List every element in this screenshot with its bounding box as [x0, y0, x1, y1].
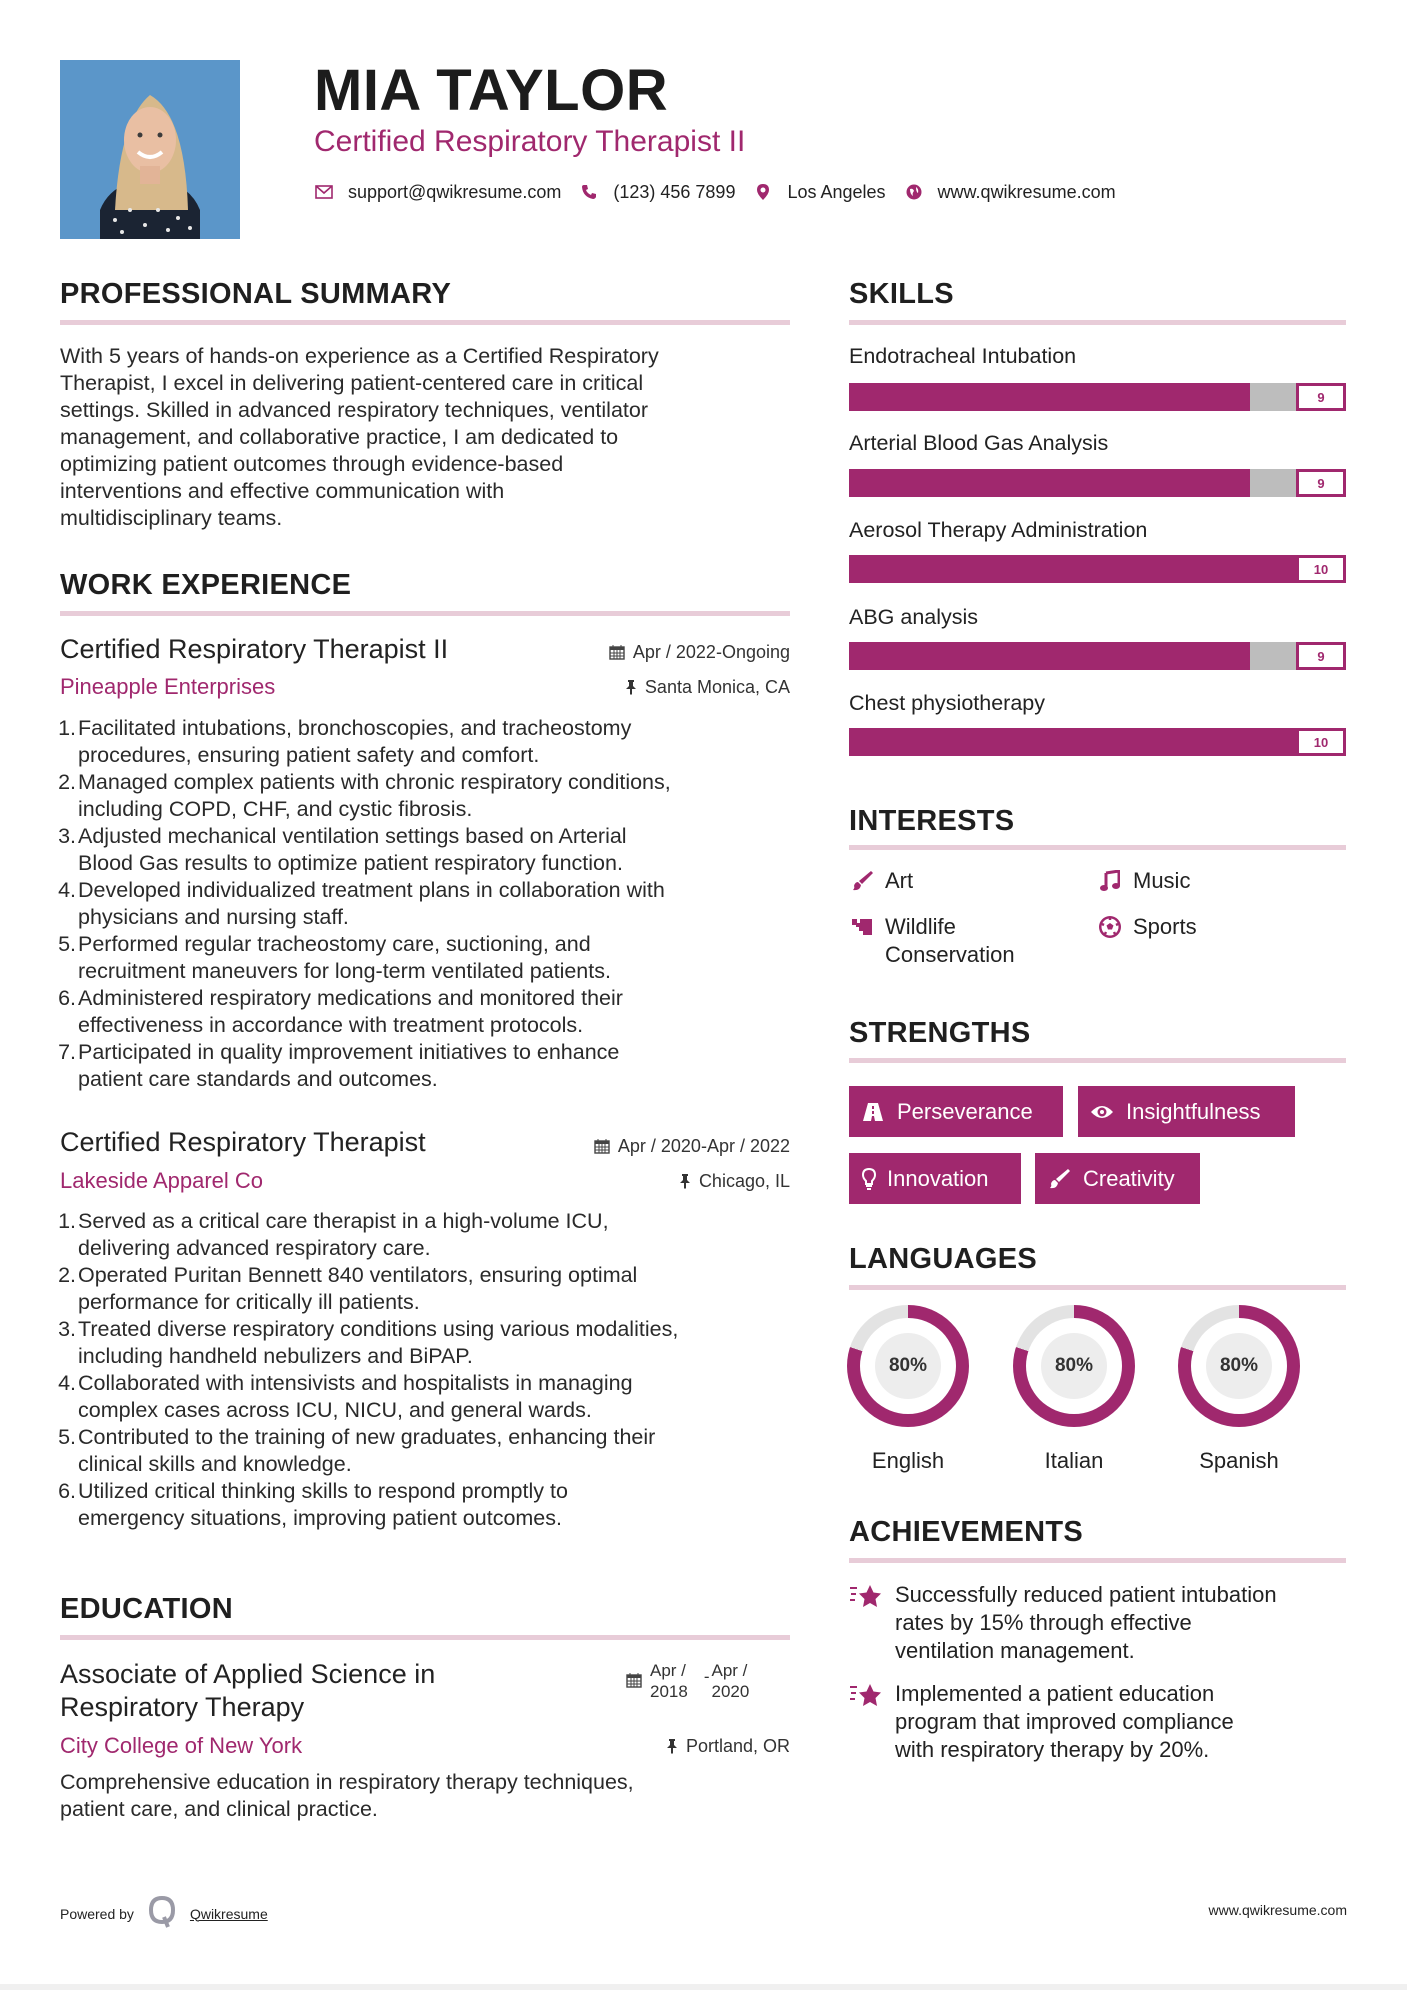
language-progress-ring [847, 1305, 969, 1427]
skill-label: ABG analysis [849, 605, 979, 629]
list-item: 5. Performed regular tracheostomy care, suctioning, and recruitment maneuvers for long-term ventilated patients. [58, 932, 611, 983]
calendar-icon [626, 1672, 642, 1688]
phone-icon [579, 182, 599, 202]
list-item: 3. Adjusted mechanical ventilation settings based on Arterial Blood Gas results to optimize patient respiratory function. [58, 824, 627, 875]
contact-phone[interactable] [579, 182, 735, 203]
list-item: 1. Facilitated intubations, bronchoscopies, and tracheostomy procedures, ensuring patient safety and comfort. [58, 716, 632, 767]
language-progress-ring [1013, 1305, 1135, 1427]
interest-item: Art [849, 867, 913, 895]
language-percent: 80% [1206, 1333, 1272, 1399]
job-responsibilities [60, 1208, 790, 1532]
education-location: Portland, OR [560, 1735, 790, 1757]
list-item: 3. Treated diverse respiratory conditions using various modalities, including handheld nebulizers and BiPAP. [58, 1317, 679, 1368]
skill-bar-fill [849, 383, 1250, 411]
language-label: Italian [1044, 1448, 1104, 1473]
skill-score: 10 [1296, 728, 1346, 756]
pushpin-icon [679, 1173, 691, 1189]
profile-photo [60, 60, 240, 239]
interest-item: Wildlife Conservation [849, 913, 1015, 969]
footer-powered-by: Powered by Qwikresume [60, 1895, 268, 1932]
job-location: Chicago, IL [560, 1170, 790, 1192]
road-icon [861, 1100, 885, 1124]
email-text: support@qwikresume.com [348, 181, 562, 202]
skill-bar [849, 383, 1346, 411]
skill-label: Chest physiotherapy [849, 691, 1045, 715]
job-title: Certified Respiratory Therapist [60, 1127, 426, 1157]
achievement-item: Implemented a patient education program that improved compliance with respiratory therapy by 20%. [849, 1680, 1346, 1764]
skill-label: Arterial Blood Gas Analysis [849, 431, 1109, 455]
list-item: 5. Contributed to the training of new graduates, enhancing their clinical skills and knowledge. [58, 1425, 656, 1476]
skill-bar-fill [849, 728, 1296, 756]
skill-bar-remainder [1250, 642, 1296, 670]
candidate-title: Certified Respiratory Therapist II [314, 125, 746, 158]
website-text: www.qwikresume.com [937, 181, 1116, 202]
portrait-image [60, 60, 240, 239]
language-label: Spanish [1199, 1448, 1279, 1473]
job-responsibilities [60, 715, 790, 1093]
soccer-ball-icon [1097, 914, 1123, 940]
list-item: 4. Developed individualized treatment plans in collaboration with physicians and nursing staff. [58, 878, 665, 929]
strengths-heading: STRENGTHS [849, 1017, 1031, 1049]
achievements-heading: ACHIEVEMENTS [849, 1516, 1084, 1548]
interest-item: Sports [1097, 913, 1197, 941]
contact-location [753, 182, 885, 203]
language-label: English [871, 1448, 945, 1473]
list-item: 2. Operated Puritan Bennett 840 ventilators, ensuring optimal performance for critically ill patients. [58, 1263, 638, 1314]
education-dates: Apr / 2018 - Apr / 2020 [626, 1660, 749, 1702]
company-name: Lakeside Apparel Co [60, 1168, 264, 1193]
education-end: Apr / 2020 [711, 1661, 750, 1701]
strength-chip: Creativity [1035, 1153, 1200, 1204]
strength-chip: Perseverance [849, 1086, 1063, 1137]
pushpin-icon [666, 1738, 678, 1754]
job-dates: Apr / 2020-Apr / 2022 [540, 1135, 790, 1157]
calendar-icon [609, 644, 625, 660]
skill-score: 9 [1296, 642, 1346, 670]
skill-bar [849, 728, 1346, 756]
language-progress-ring [1178, 1305, 1300, 1427]
strength-chip: Insightfulness [1078, 1086, 1295, 1137]
summary-text: With 5 years of hands-on experience as a Certified Respiratory Therapist, I excel in delivering patient-centered care in critical settings. Skilled in advanced respiratory techniques, ventilator management, and collaborative practice, I am dedicated to optimizing patient outcomes through evidence-based interventions and effective communication with multidisciplinary teams. [60, 344, 659, 530]
list-item: 7. Participated in quality improvement initiatives to enhance patient care standards and outcomes. [58, 1040, 620, 1091]
list-item: 6. Administered respiratory medications and monitored their effectiveness in accordance with treatment protocols. [58, 986, 623, 1037]
paintbrush-icon [1047, 1167, 1071, 1191]
skill-bar-remainder [1250, 383, 1296, 411]
language-item [847, 1305, 969, 1475]
skill-label: Endotracheal Intubation [849, 344, 1077, 368]
languages-divider [849, 1285, 1346, 1290]
footer-website-link[interactable]: www.qwikresume.com [1208, 1902, 1347, 1918]
skill-bar-fill [849, 555, 1296, 583]
summary-heading: PROFESSIONAL SUMMARY [60, 278, 452, 310]
education-divider [60, 1635, 790, 1640]
summary-divider [60, 320, 790, 325]
skill-bar [849, 642, 1346, 670]
candidate-name: MIA TAYLOR [314, 58, 669, 123]
experience-heading: WORK EXPERIENCE [60, 569, 352, 601]
interests-divider [849, 845, 1346, 850]
languages-heading: LANGUAGES [849, 1243, 1037, 1275]
skill-bar-fill [849, 642, 1250, 670]
company-name: Pineapple Enterprises [60, 674, 276, 699]
language-percent: 80% [1041, 1333, 1107, 1399]
skills-heading: SKILLS [849, 278, 954, 310]
skill-bar [849, 555, 1346, 583]
list-item: 1. Served as a critical care therapist in a high-volume ICU, delivering advanced respiratory care. [58, 1209, 609, 1260]
paintbrush-icon [849, 868, 875, 894]
skill-score: 9 [1296, 469, 1346, 497]
language-item [1178, 1305, 1300, 1475]
job-title: Certified Respiratory Therapist II [60, 634, 449, 664]
language-item [1013, 1305, 1135, 1475]
location-text: Los Angeles [787, 181, 886, 202]
qwikresume-link[interactable]: Qwikresume [189, 1905, 268, 1922]
achievement-item: Successfully reduced patient intubation rates by 15% through effective ventilation management. [849, 1581, 1346, 1665]
skill-label: Aerosol Therapy Administration [849, 518, 1148, 542]
shooting-star-icon [849, 1682, 883, 1708]
strengths-divider [849, 1058, 1346, 1063]
map-pin-icon [753, 182, 773, 202]
phone-text: (123) 456 7899 [613, 181, 736, 202]
lightbulb-icon [861, 1167, 877, 1191]
interest-item: Music [1097, 867, 1190, 895]
education-heading: EDUCATION [60, 1593, 233, 1625]
list-item: 2. Managed complex patients with chronic respiratory conditions, including COPD, CHF, and cystic fibrosis. [58, 770, 671, 821]
calendar-icon [594, 1138, 610, 1154]
skill-bar-remainder [1250, 469, 1296, 497]
school-name: City College of New York [60, 1733, 303, 1758]
skill-score: 10 [1296, 555, 1346, 583]
contact-bar [314, 180, 1134, 204]
skill-bar-fill [849, 469, 1250, 497]
contact-email[interactable] [314, 182, 561, 203]
interests-heading: INTERESTS [849, 805, 1015, 837]
degree-title: Associate of Applied Science in Respiratory Therapy [60, 1659, 436, 1722]
job-location: Santa Monica, CA [560, 676, 790, 698]
job-dates: Apr / 2022-Ongoing [560, 641, 790, 663]
music-note-icon [1097, 868, 1123, 894]
shooting-star-icon [849, 1583, 883, 1609]
education-description: Comprehensive education in respiratory therapy techniques, patient care, and clinical practice. [60, 1770, 634, 1821]
pushpin-icon [625, 679, 637, 695]
qwikresume-logo-icon [148, 1895, 176, 1932]
envelope-icon [314, 182, 334, 202]
contact-website[interactable] [904, 182, 1116, 203]
globe-icon [904, 182, 924, 202]
experience-divider [60, 611, 790, 616]
list-item: 4. Collaborated with intensivists and hospitalists in managing complex cases across ICU, NICU, and general wards. [58, 1371, 633, 1422]
language-percent: 80% [875, 1333, 941, 1399]
skill-bar [849, 469, 1346, 497]
achievements-divider [849, 1558, 1346, 1563]
skill-score: 9 [1296, 383, 1346, 411]
skills-divider [849, 320, 1346, 325]
education-start: Apr / 2018 [650, 1661, 688, 1701]
page-bottom-edge [0, 1984, 1407, 1990]
strength-chip: Innovation [849, 1153, 1021, 1204]
wildlife-icon [849, 914, 875, 940]
eye-icon [1090, 1100, 1114, 1124]
list-item: 6. Utilized critical thinking skills to respond promptly to emergency situations, improving patient outcomes. [58, 1479, 568, 1530]
